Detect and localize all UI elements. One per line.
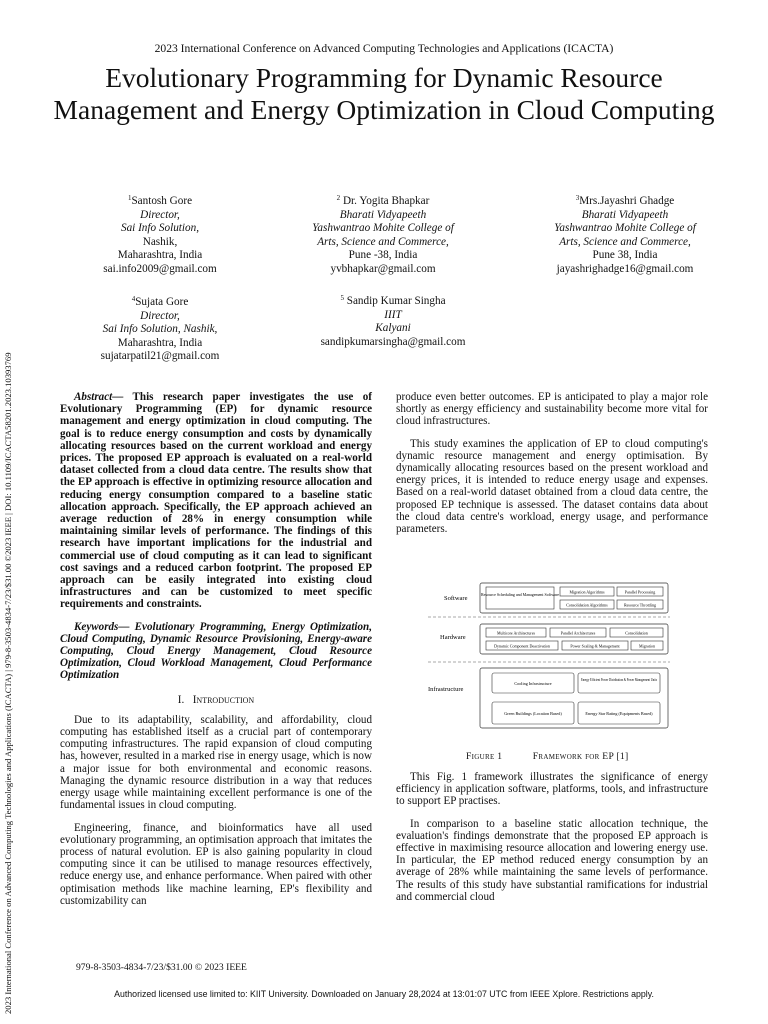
footer-isbn: 979-8-3503-4834-7/23/$31.00 © 2023 IEEE [76, 962, 247, 973]
layer-label-infrastructure: Infrastructure [428, 686, 464, 693]
author-5 [288, 295, 498, 349]
keywords-label: Keywords— [74, 620, 130, 633]
author-5-name: Sandip Kumar Singha [343, 295, 446, 307]
figure-caption-text: Framework for EP [1] [532, 751, 629, 762]
author-3-loc: Pune 38, India [592, 249, 658, 262]
box-resource-throttling: Resource Throttling [623, 602, 657, 608]
box-parallel-architectures: Parallel Architectures [560, 630, 596, 636]
author-3-email: jayashrighadge16@gmail.com [556, 262, 694, 275]
box-energy-star: Energy Star Rating (Equipments Based) [585, 711, 653, 716]
author-5-email: sandipkumarsingha@gmail.com [320, 335, 466, 348]
body-paragraph: This Fig. 1 framework illustrates the significance of energy efficiency in application software, platforms, tools, and infrastructure to support EP practises. [396, 771, 708, 808]
author-1-loc: Maharashtra, India [117, 249, 203, 262]
box-migration: Migration [639, 643, 655, 649]
author-4-aff: Sai Info Solution, Nashik, [102, 323, 218, 336]
author-2 [288, 195, 478, 277]
author-2-name: Dr. Yogita Bhapkar [340, 195, 430, 207]
framework-figure [418, 574, 680, 734]
abstract [60, 391, 372, 611]
author-3-index: 3 [575, 194, 580, 202]
box-resource-scheduling-label: Resource Scheduling and Management Software [481, 592, 559, 597]
author-5-index: 5 [340, 294, 344, 302]
author-4-loc: Maharashtra, India [117, 336, 203, 349]
author-1 [70, 195, 250, 277]
body-paragraph: This study examines the application of EP to cloud computing's dynamic resource management and energy optimisation. By dynamically allocating resources based on the present workload and energy prices, it is intended to reduce energy usage and expenses. Based on a real-world dataset obtained from a cloud data centre, the proposed EP technique is assessed. The dataset contains data about the cloud data centre's workload, energy usage, and performance parameters. [396, 437, 708, 536]
author-2-index: 2 [336, 194, 341, 202]
box-consolidation: Consolidation [625, 630, 648, 636]
box-power-scaling: Power Scaling & Management [570, 643, 620, 649]
side-doi-text: 2023 International Conference on Advanced Computing Technologies and Applications (ICACTA) | 979-8-3503-4834-7/23/$31.00 ©2023 IEEE | DOI: 10.1109/ICACTA58201.2023.10393769 [3, 352, 13, 1014]
author-4 [70, 296, 250, 364]
author-4-aff: Director, [140, 309, 180, 322]
author-5-aff: IIIT [384, 308, 402, 321]
author-3 [530, 195, 720, 277]
author-1-aff: Director, [140, 208, 180, 221]
author-2-loc: Pune -38, India [348, 249, 418, 262]
author-3-aff: Bharati Vidyapeeth [581, 208, 669, 221]
section-number: I. [177, 693, 185, 706]
box-multicore: Multicore Architectures [496, 630, 536, 636]
author-1-aff: Sai Info Solution, [120, 222, 199, 235]
author-3-aff: Arts, Science and Commerce, [559, 235, 691, 248]
keywords [60, 621, 372, 682]
intro-paragraph: Due to its adaptability, scalability, and affordability, cloud computing has established itself as a crucial part of contemporary computing infrastructures. The rapid expansion of cloud computing has, however, resulted in a marked rise in energy usage, which is now a major issue for both environmental and economic reasons. Managing the dynamic resource distribution in a way that reduces energy usage while maintaining excellent performance is one of the fundamental issues in cloud computing. [60, 713, 372, 812]
figure-caption-label: Figure 1 [466, 751, 503, 762]
author-2-aff: Arts, Science and Commerce, [317, 235, 449, 248]
body-paragraph: In comparison to a baseline static allocation technique, the evaluation's findings demonstrate that the proposed EP approach is effective in maximising resource allocation and lowering energy use. In particular, the EP method reduced energy consumption by an average of 28% while maintaining the same levels of performance. The results of this study have substantial ramifications for industrial and commercial cloud [396, 817, 708, 903]
author-2-aff: Bharati Vidyapeeth [339, 208, 427, 221]
abstract-text: This research paper investigates the use of Evolutionary Programming (EP) for dynamic resource management and energy optimization in cloud computing. The goal is to reduce energy consumption and costs by dynamically allocating resources based on the current workload and energy prices. The proposed EP approach is evaluated on a real-world dataset collected from a cloud data centre. The results show that the EP approach is effective in optimizing resource allocation and reducing energy consumption compared to a baseline static allocation approach. Specifically, the EP approach achieved an average reduction of 28% in energy consumption while maintaining similar levels of performance. The findings of this research have important implications for the industrial and commercial use of cloud computing as it can lead to significant cost savings and a reduced carbon footprint. The proposed EP approach can be easily integrated into existing cloud infrastructures and can be customized to meet specific requirements and constraints. [60, 391, 372, 611]
layer-label-hardware: Hardware [440, 634, 466, 641]
author-2-aff: Yashwantrao Mohite College of [312, 222, 454, 235]
author-4-name: Sujata Gore [135, 296, 189, 308]
author-1-email: sai.info2009@gmail.com [103, 262, 217, 275]
abstract-label: Abstract— [74, 391, 124, 403]
author-4-index: 4 [131, 295, 136, 303]
intro-paragraph: Engineering, finance, and bioinformatics have all used evolutionary programming, an optimisation approach that imitates the process of natural evolution. EP is also gaining popularity in cloud computing since it can be utilised to manage resources effectively, reduce energy use, and enhance performance. When paired with other optimisation methods like machine learning, EP's flexibility and customizability can [60, 821, 372, 907]
section-title: Introduction [192, 693, 255, 706]
paper-title: Evolutionary Programming for Dynamic Resource Management and Energy Optimization in Cloud Computing [53, 62, 715, 125]
author-3-name: Mrs.Jayashri Ghadge [579, 195, 675, 207]
author-1-name: Santosh Gore [131, 195, 193, 207]
conference-header: 2023 International Conference on Advanced Computing Technologies and Applications (ICACTA) [154, 42, 614, 55]
box-dynamic-component: Dynamic Component Deactivation [494, 643, 550, 649]
body-paragraph: produce even better outcomes. EP is anticipated to play a major role shortly as energy efficiency and sustainability become more vital for cloud infrastructures. [396, 391, 708, 428]
footer-license: Authorized licensed use limited to: KIIT University. Downloaded on January 28,2024 at 13:01:07 UTC from IEEE Xplore. Restrictions apply. [114, 989, 654, 999]
box-cooling: Cooling Infrastructure [514, 681, 552, 686]
layer-label-software: Software [444, 595, 468, 602]
author-2-email: yvbhapkar@gmail.com [330, 262, 436, 275]
left-column [60, 391, 372, 917]
author-4-email: sujatarpatil21@gmail.com [100, 350, 220, 363]
box-migration-algorithms: Migration Algorithms [569, 589, 605, 595]
author-5-aff: Kalyani [375, 322, 411, 335]
box-consolidation-algorithms: Consolidation Algorithms [566, 602, 608, 608]
keywords-text: Evolutionary Programming, Energy Optimization, Cloud Computing, Dynamic Resource Provisioning, Energy-aware Computing, Cloud Energy Management, Cloud Resource Optimization, Cloud Workload Management, Cloud Performance Optimization [60, 620, 372, 682]
section-heading [60, 694, 372, 706]
right-column-top [396, 391, 708, 545]
figure-caption [418, 751, 680, 762]
box-energy-efficient-power: Energy Efficient Power Distribution & Power Management Units [581, 678, 658, 682]
author-1-index: 1 [127, 194, 132, 202]
box-parallel-processing: Parallel Processing [624, 589, 656, 595]
right-column-bottom [396, 771, 708, 913]
author-3-aff: Yashwantrao Mohite College of [554, 222, 696, 235]
author-1-loc: Nashik, [142, 235, 178, 248]
box-green-buildings: Green Buildings (Location Based) [504, 711, 562, 716]
